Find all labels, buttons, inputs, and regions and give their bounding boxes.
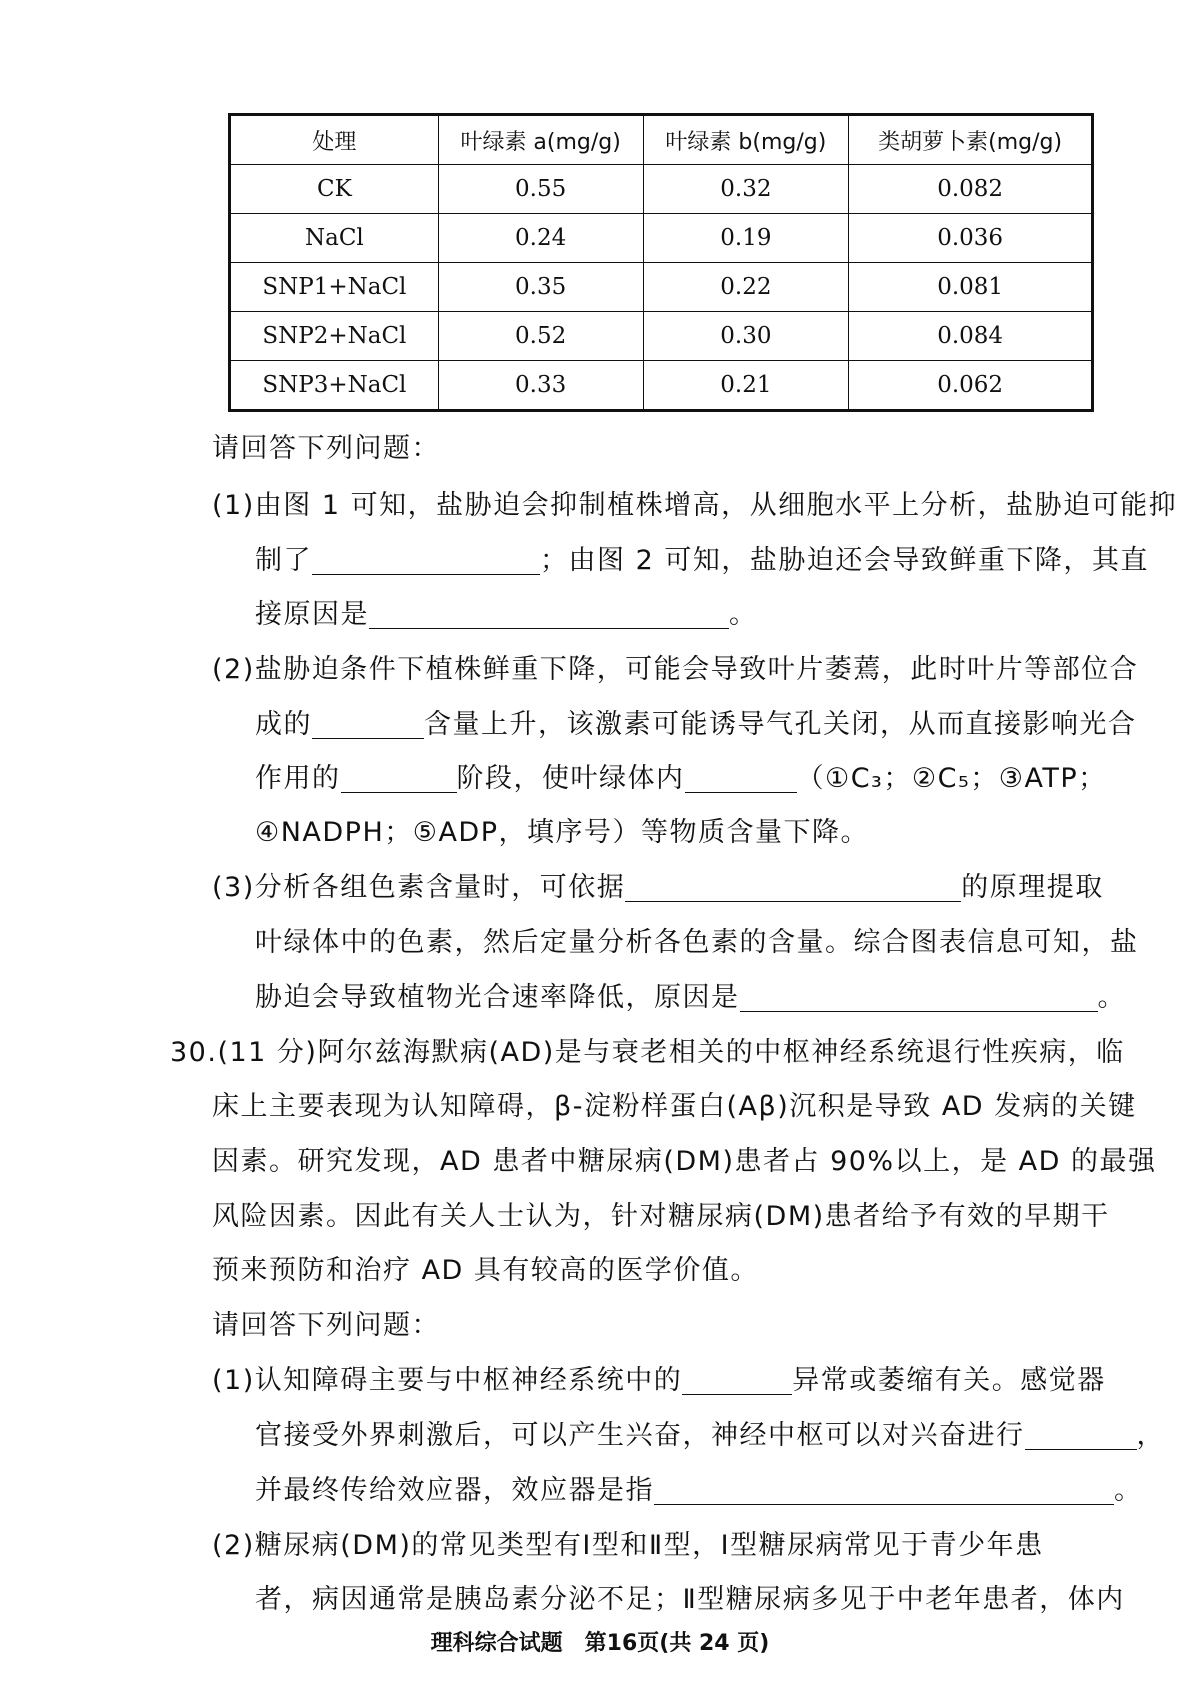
q29-prompt: 请回答下列问题： xyxy=(212,433,440,464)
answer-blank[interactable] xyxy=(341,766,457,793)
text-segment: (1)认知障碍主要与中枢神经系统中的 xyxy=(212,1365,683,1396)
table-cell: 0.22 xyxy=(643,263,849,312)
answer-blank[interactable] xyxy=(312,712,424,739)
q29-part2-line1: (2)盐胁迫条件下植株鲜重下降，可能会导致叶片萎蔫，此时叶片等部位合 xyxy=(212,654,1139,685)
table-cell: 0.33 xyxy=(438,361,643,411)
table-cell: 0.084 xyxy=(849,312,1093,361)
q30-part1-line1 xyxy=(212,1364,1106,1398)
q30-stem-line1: 30.(11 分)阿尔兹海默病(AD)是与衰老相关的中枢神经系统退行性疾病，临 xyxy=(170,1037,1125,1068)
table-cell: 0.24 xyxy=(438,214,643,263)
q30-part1-line3 xyxy=(255,1474,1143,1508)
q30-stem-line3: 因素。研究发现，AD 患者中糖尿病(DM)患者占 90%以上，是 AD 的最强 xyxy=(212,1146,1157,1177)
q29-part1-line2 xyxy=(255,544,1149,578)
text-segment: 作用的 xyxy=(255,763,341,794)
text-segment: 官接受外界刺激后，可以产生兴奋，神经中枢可以对兴奋进行 xyxy=(255,1420,1025,1451)
q29-part2-line3 xyxy=(255,762,1107,796)
text-segment: 接原因是 xyxy=(255,599,369,630)
table-cell: SNP2+NaCl xyxy=(230,312,439,361)
text-segment: 含量上升，该激素可能诱导气孔关闭，从而直接影响光合 xyxy=(424,709,1137,740)
q30-stem-line5: 预来预防和治疗 AD 具有较高的医学价值。 xyxy=(212,1255,759,1286)
answer-blank[interactable] xyxy=(682,1368,792,1395)
answer-blank[interactable] xyxy=(654,1478,1114,1505)
table-row xyxy=(230,214,1093,263)
table-row xyxy=(230,165,1093,214)
text-segment: 。 xyxy=(1114,1475,1143,1506)
table-cell: 0.55 xyxy=(438,165,643,214)
table-header-row xyxy=(230,115,1093,165)
answer-blank[interactable] xyxy=(369,602,729,629)
text-segment: 的原理提取 xyxy=(961,872,1104,903)
table-cell: 0.082 xyxy=(849,165,1093,214)
table-cell: 0.35 xyxy=(438,263,643,312)
table-cell: 0.32 xyxy=(643,165,849,214)
text-segment: （①C₃；②C₅；③ATP； xyxy=(796,763,1107,794)
answer-blank[interactable] xyxy=(685,766,797,793)
q29-part2-line4: ④NADPH；⑤ADP，填序号）等物质含量下降。 xyxy=(255,817,869,848)
text-segment: (3)分析各组色素含量时，可依据 xyxy=(212,872,626,903)
table-cell: 0.062 xyxy=(849,361,1093,411)
table-cell: 0.036 xyxy=(849,214,1093,263)
text-segment: 。 xyxy=(729,599,758,630)
table-cell: 0.081 xyxy=(849,263,1093,312)
table-cell: CK xyxy=(230,165,439,214)
pigment-table xyxy=(228,113,1094,412)
table-row xyxy=(230,263,1093,312)
text-segment: ， xyxy=(1136,1420,1165,1451)
q29-part3-line1 xyxy=(212,871,1104,905)
text-segment: 。 xyxy=(1097,982,1126,1013)
q30-part2-line2: 者，病因通常是胰岛素分泌不足；Ⅱ型糖尿病多见于中老年患者，体内 xyxy=(255,1584,1125,1615)
table-cell: NaCl xyxy=(230,214,439,263)
q30-stem-line2: 床上主要表现为认知障碍，β-淀粉样蛋白(Aβ)沉积是导致 AD 发病的关键 xyxy=(212,1091,1137,1122)
table-header-cell: 处理 xyxy=(230,115,439,165)
table-cell: 0.19 xyxy=(643,214,849,263)
table-header-cell: 叶绿素 a(mg/g) xyxy=(438,115,643,165)
answer-blank[interactable] xyxy=(625,875,961,902)
q29-part1-line3 xyxy=(255,598,758,632)
q29-part3-line2: 叶绿体中的色素，然后定量分析各色素的含量。综合图表信息可知，盐 xyxy=(255,927,1139,958)
text-segment: 阶段，使叶绿体内 xyxy=(456,763,685,794)
q30-prompt: 请回答下列问题： xyxy=(212,1310,440,1341)
q30-stem-line4: 风险因素。因此有关人士认为，针对糖尿病(DM)患者给予有效的早期干 xyxy=(212,1201,1110,1232)
text-segment: 成的 xyxy=(255,709,312,740)
table-cell: SNP3+NaCl xyxy=(230,361,439,411)
page-footer: 理科综合试题 第16页(共 24 页) xyxy=(430,1631,770,1656)
text-segment: 制了 xyxy=(255,545,312,576)
table-cell: SNP1+NaCl xyxy=(230,263,439,312)
q30-part1-line2 xyxy=(255,1419,1165,1453)
table-cell: 0.52 xyxy=(438,312,643,361)
table-header-cell: 类胡萝卜素(mg/g) xyxy=(849,115,1093,165)
q29-part3-line3 xyxy=(255,981,1126,1015)
text-segment: ；由图 2 可知，盐胁迫还会导致鲜重下降，其直 xyxy=(540,545,1149,576)
table-header-cell: 叶绿素 b(mg/g) xyxy=(643,115,849,165)
text-segment: 异常或萎缩有关。感觉器 xyxy=(792,1365,1106,1396)
table-cell: 0.30 xyxy=(643,312,849,361)
table-row xyxy=(230,361,1093,411)
answer-blank[interactable] xyxy=(1025,1423,1137,1450)
q29-part1-line1: (1)由图 1 可知，盐胁迫会抑制植株增高，从细胞水平上分析，盐胁迫可能抑 xyxy=(212,490,1178,521)
answer-blank[interactable] xyxy=(312,548,540,575)
table-cell: 0.21 xyxy=(643,361,849,411)
answer-blank[interactable] xyxy=(740,985,1098,1012)
text-segment: 胁迫会导致植物光合速率降低，原因是 xyxy=(255,982,740,1013)
text-segment: 并最终传给效应器，效应器是指 xyxy=(255,1475,654,1506)
q29-part2-line2 xyxy=(255,708,1137,742)
q30-part2-line1: (2)糖尿病(DM)的常见类型有Ⅰ型和Ⅱ型，Ⅰ型糖尿病常见于青少年患 xyxy=(212,1530,1044,1561)
table-row xyxy=(230,312,1093,361)
